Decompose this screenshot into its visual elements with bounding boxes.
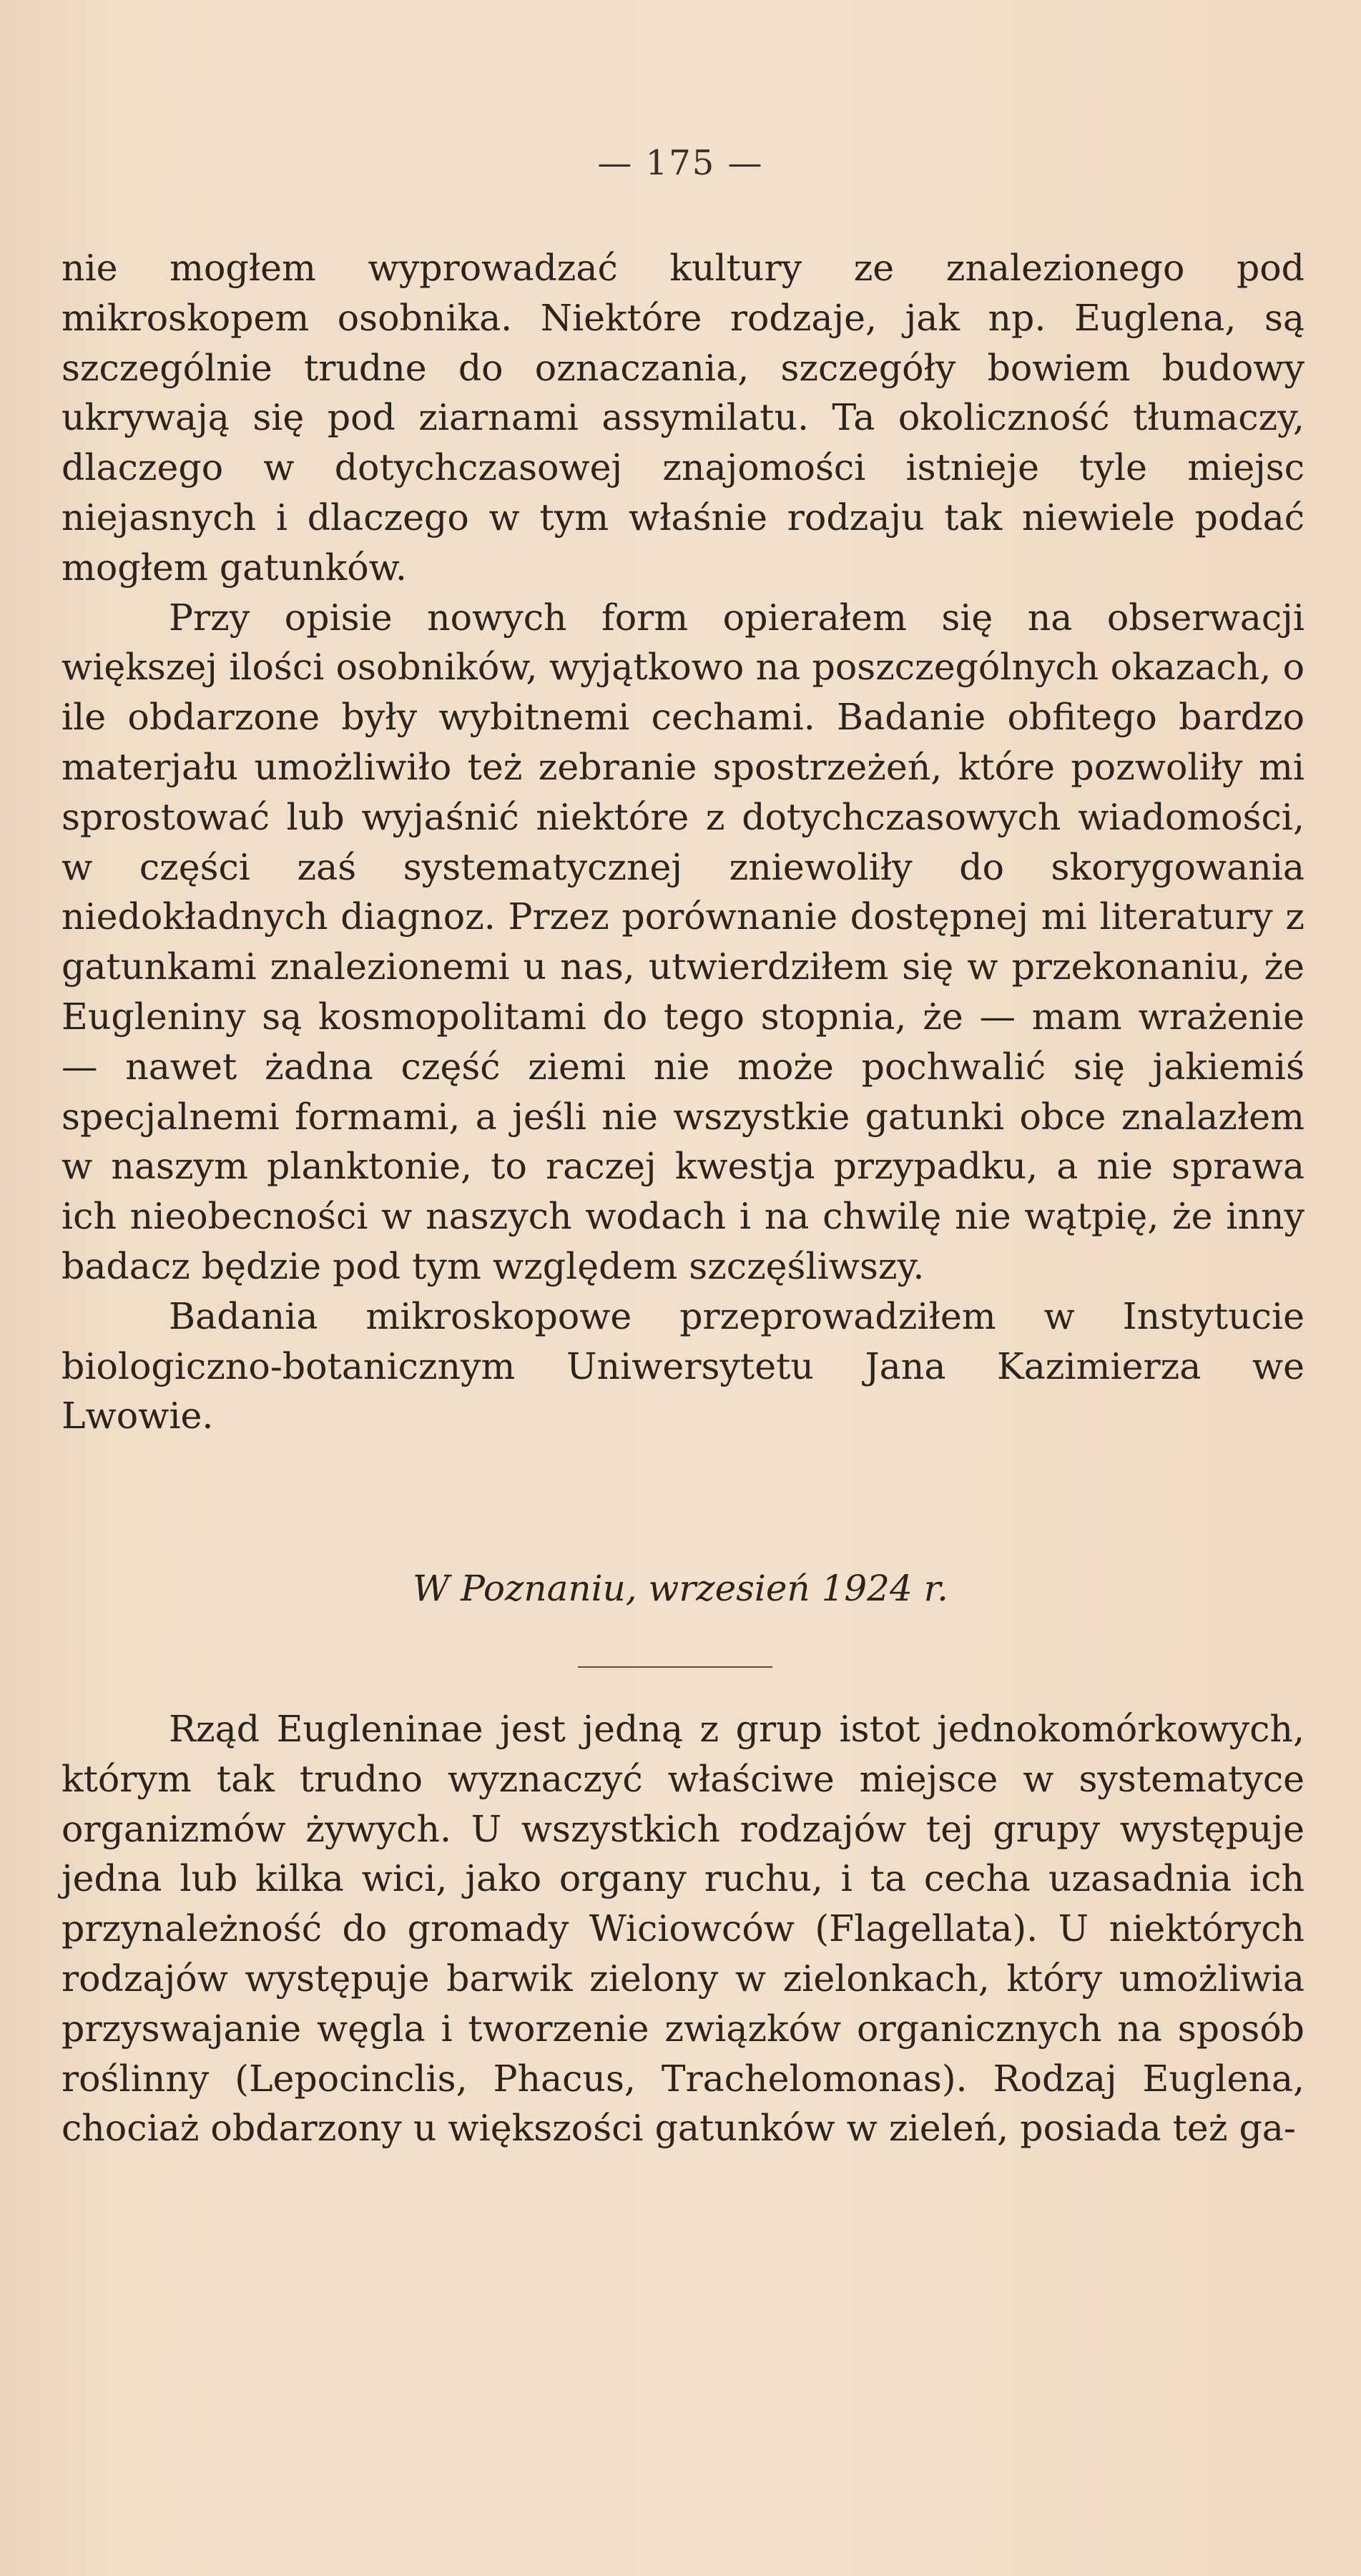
page-number: — 175 —	[597, 143, 764, 183]
paragraph: Przy opisie nowych form opierałem się na obserwacji większej ilości osobników, wyjątkowo na poszczególnych okazach, o ile obdarzone były wybitnemi cechami. Badanie obfitego bardzo materjału umożliwiło też zebranie spostrzeżeń, które pozwoliły mi sprostować lub wyjaśnić niektóre z dotychczasowych wiadomości, w części zaś systematycznej zniewoliły do skorygowania niedokładnych diagnoz. Przez porównanie dostępnej mi literatury z gatunkami znalezionemi u nas, utwierdziłem się w przekonaniu, że Eugleniny są kosmopolitami do tego stopnia, że — mam wrażenie — nawet żadna część ziemi nie może pochwalić się jakiemiś specjalnemi formami, a jeśli nie wszystkie gatunki obce znalazłem w naszym planktonie, to raczej kwestja przypadku, a nie sprawa ich nieobecności w naszych wodach i na chwilę nie wątpię, że inny badacz będzie pod tym względem szczęśliwszy.	[62, 596, 1305, 1287]
text-block-main	[62, 1704, 1305, 2153]
text-block-intro	[62, 243, 1305, 1441]
place-date-line: W Poznaniu, wrzesień 1924 r.	[413, 1568, 948, 1609]
section-divider	[578, 1666, 772, 1668]
paragraph: Rząd Eugleninae jest jedną z grup istot jednokomórkowych, którym tak trudno wyznaczyć właściwe miejsce w systematyce organizmów żywych. U wszystkich rodzajów tej grupy występuje jedna lub kilka wici, jako organy ruchu, i ta cecha uzasadnia ich przynależność do gromady Wiciowców (Flagellata). U niektórych rodzajów występuje barwik zielony w zielonkach, który umożliwia przyswajanie węgla i tworzenie związków organicznych na sposób roślinny (Lepocinclis, Phacus, Trachelomonas). Rodzaj Euglena, chociaż obdarzony u większości gatunków w zieleń, posiada też ga-	[62, 1708, 1305, 2150]
paragraph: Badania mikroskopowe przeprowadziłem w Instytucie biologiczno-botanicznym Uniwersytetu Jana Kazimierza we Lwowie.	[62, 1294, 1305, 1437]
paragraph: nie mogłem wyprowadzać kultury ze znalezionego pod mikroskopem osobnika. Niektóre rodzaje, jak np. Euglena, są szczególnie trudne do oznaczania, szczegóły bowiem budowy ukrywają się pod ziarnami assymilatu. Ta okoliczność tłumaczy, dlaczego w dotychczasowej znajomości istnieje tyle miejsc niejasnych i dlaczego w tym właśnie rodzaju tak niewiele podać mogłem gatunków.	[62, 247, 1305, 589]
